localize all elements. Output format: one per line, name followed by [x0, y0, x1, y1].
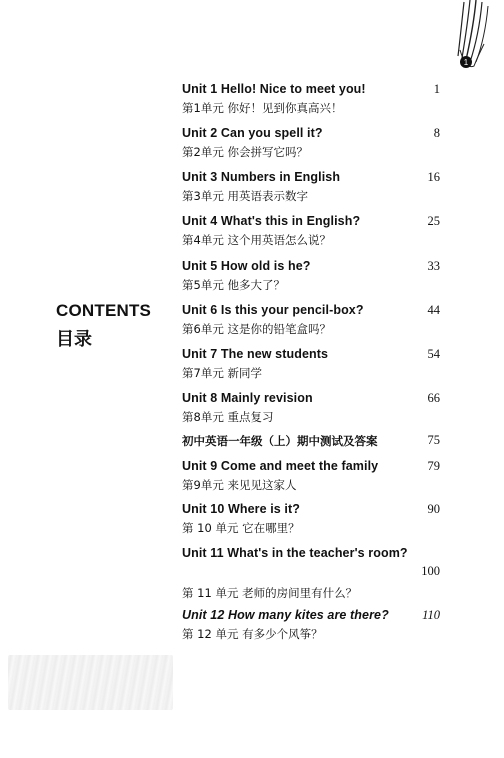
toc-entry-subtitle: 第9单元 来见见这家人	[182, 478, 297, 492]
toc-entry-subtitle: 第5单元 他多大了？	[182, 278, 285, 292]
toc-entry-unit-4[interactable]	[182, 214, 440, 259]
pen-decoration-icon	[418, 0, 498, 80]
toc-entry-unit-5[interactable]	[182, 259, 440, 303]
toc-entry-title: Unit 6 Is this your pencil-box?	[182, 303, 364, 317]
toc-entry-subtitle: 第 12 单元 有多少个风筝？	[182, 627, 323, 641]
toc-entry-midterm-test[interactable]	[182, 433, 440, 459]
toc-entry-subtitle: 第3单元 用英语表示数字	[182, 189, 308, 203]
toc-entry-subtitle: 第8单元 重点复习	[182, 410, 274, 424]
toc-entry-title: Unit 3 Numbers in English	[182, 170, 341, 184]
toc-page-number: 33	[427, 259, 440, 273]
toc-page-number: 54	[427, 347, 440, 361]
toc-page-number: 16	[427, 170, 440, 184]
toc-entry-title: Unit 11 What's in the teacher's room?	[182, 546, 408, 560]
toc-entry-unit-9[interactable]	[182, 459, 440, 502]
toc-entry-title: Unit 2 Can you spell it?	[182, 126, 323, 140]
toc-entry-subtitle: 第2单元 你会拼写它吗？	[182, 145, 308, 159]
toc-entry-unit-3[interactable]	[182, 170, 440, 214]
toc-entry-title: 初中英语一年级（上）期中测试及答案	[182, 434, 378, 448]
toc-entry-unit-10[interactable]	[182, 502, 440, 546]
toc-entry-unit-11[interactable]	[182, 546, 440, 608]
toc-entry-title: Unit 1 Hello! Nice to meet you!	[182, 82, 366, 96]
toc-page-number: 75	[427, 433, 440, 447]
contents-title-zh: 目录	[56, 329, 92, 350]
toc-entry-unit-6[interactable]	[182, 303, 440, 347]
toc-page-number: 100	[421, 564, 440, 578]
toc-entry-title: Unit 4 What's this in English?	[182, 214, 361, 228]
toc-entry-subtitle: 第6单元 这是你的铅笔盒吗？	[182, 322, 331, 336]
page-number: 1	[463, 58, 469, 67]
table-of-contents	[182, 82, 440, 652]
contents-title: CONTENTS	[56, 301, 152, 320]
toc-entry-title: Unit 10 Where is it?	[182, 502, 300, 516]
toc-entry-unit-8[interactable]	[182, 391, 440, 433]
toc-entry-unit-12[interactable]	[182, 608, 440, 652]
scan-mark	[8, 655, 173, 710]
toc-entry-unit-7[interactable]	[182, 347, 440, 391]
toc-entry-title: Unit 12 How many kites are there?	[182, 608, 389, 622]
toc-entry-title: Unit 5 How old is he?	[182, 259, 311, 273]
toc-page-number: 66	[427, 391, 440, 405]
toc-page-number: 90	[427, 502, 440, 516]
toc-entry-unit-2[interactable]	[182, 126, 440, 170]
toc-page-number: 44	[427, 303, 440, 317]
toc-entry-title: Unit 9 Come and meet the family	[182, 459, 379, 473]
toc-entry-title: Unit 8 Mainly revision	[182, 391, 313, 405]
toc-entry-subtitle: 第 11 单元 老师的房间里有什么？	[182, 586, 358, 600]
toc-page-number: 1	[433, 82, 440, 96]
toc-page-number: 8	[433, 126, 440, 140]
toc-entry-title: Unit 7 The new students	[182, 347, 329, 361]
toc-page-number: 25	[427, 214, 440, 228]
toc-entry-unit-1[interactable]	[182, 82, 440, 126]
toc-page-number: 79	[427, 459, 440, 473]
toc-entry-subtitle: 第4单元 这个用英语怎么说？	[182, 233, 331, 247]
toc-entry-subtitle: 第1单元 你好！见到你真高兴！	[182, 101, 343, 115]
toc-entry-subtitle: 第7单元 新同学	[182, 366, 262, 380]
toc-entry-subtitle: 第 10 单元 它在哪里？	[182, 521, 300, 535]
toc-page-number: 110	[422, 608, 440, 622]
